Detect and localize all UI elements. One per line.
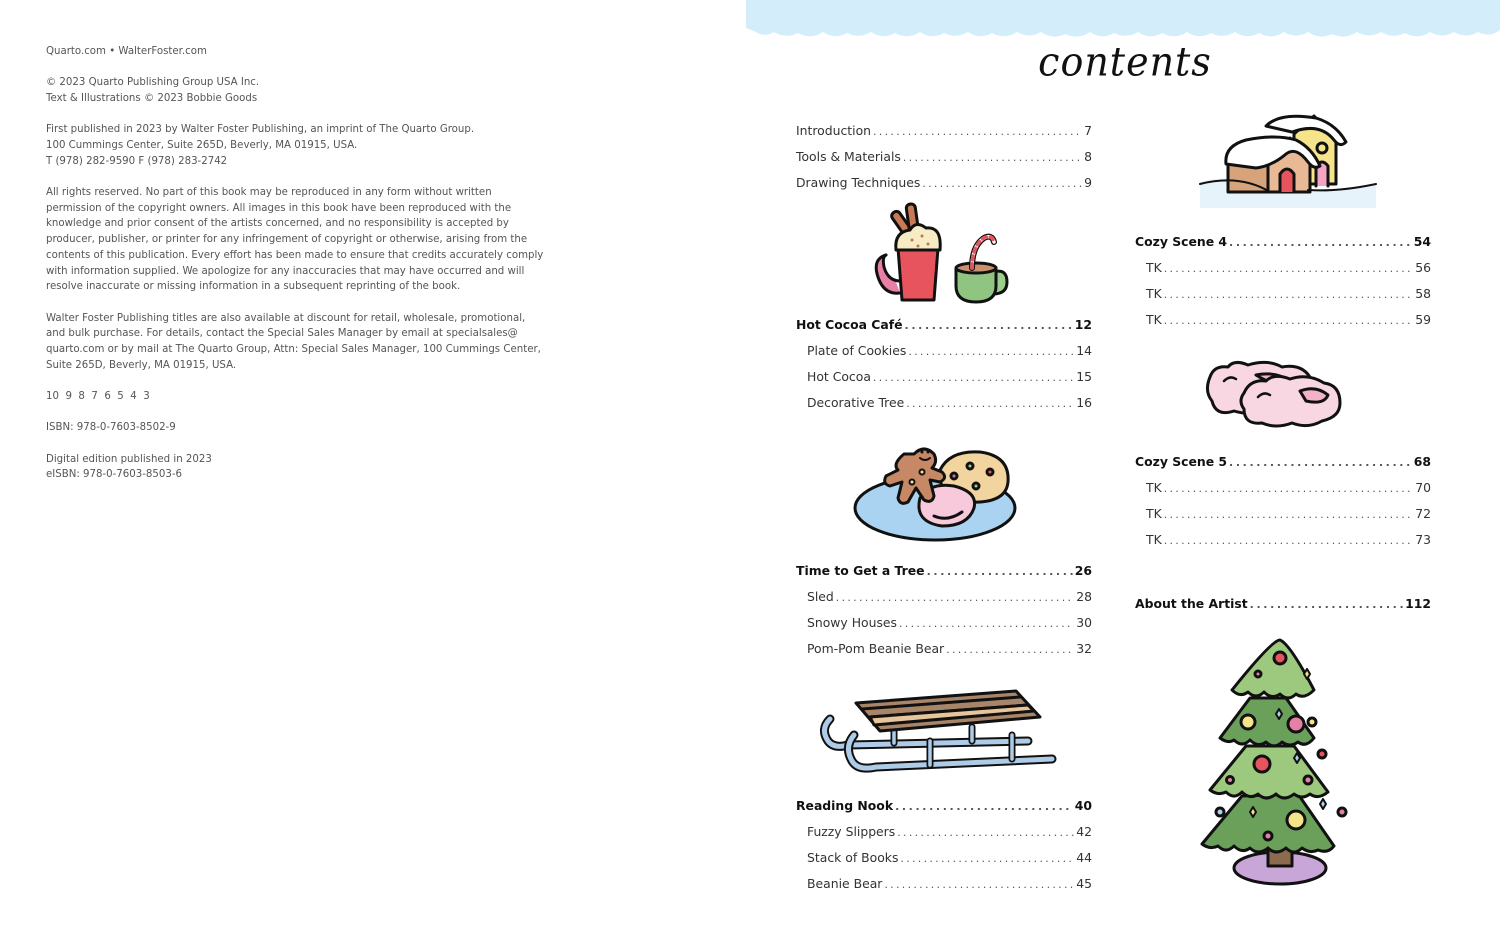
toc-label: Pom-Pom Beanie Bear	[807, 641, 945, 656]
toc-entry-hot-cocoa[interactable]	[796, 369, 1092, 387]
toc-page-number: 40	[1074, 798, 1092, 813]
dot-leader	[905, 319, 1073, 332]
toc-page-number: 68	[1413, 454, 1431, 469]
dot-leader	[903, 151, 1082, 164]
toc-page-number: 56	[1415, 260, 1431, 275]
copyright-block	[46, 75, 566, 106]
dot-leader	[922, 177, 1082, 190]
rights-line: knowledge and prior consent of the artists concerned, and no responsibility is accepted by	[46, 218, 509, 230]
toc-entry-reading-nook[interactable]	[796, 798, 1092, 816]
dot-leader	[1229, 456, 1412, 469]
toc-label: Introduction	[796, 123, 872, 138]
cloud-banner	[746, 0, 1500, 40]
digital-edition-line: Digital edition published in 2023	[46, 453, 212, 465]
toc-label: TK	[1146, 260, 1162, 275]
toc-page-number: 15	[1076, 369, 1092, 384]
toc-label: TK	[1146, 312, 1162, 327]
dot-leader	[884, 878, 1074, 891]
dot-leader	[927, 565, 1073, 578]
address-line: 100 Cummings Center, Suite 265D, Beverly, MA 01915, USA.	[46, 140, 358, 151]
toc-page-number: 16	[1076, 395, 1092, 410]
publisher-block	[46, 122, 566, 169]
wooden-sled-illustration	[812, 685, 1062, 780]
dot-leader	[906, 397, 1074, 410]
toc-label: About the Artist	[1135, 596, 1248, 611]
toc-label: TK	[1146, 480, 1162, 495]
copyright-line: Text & Illustrations © 2023 Bobbie Goods	[46, 93, 258, 104]
toc-entry-time-to-get-a-tree[interactable]	[796, 563, 1092, 581]
dot-leader	[873, 371, 1074, 384]
toc-entry-snowy-houses[interactable]	[796, 615, 1092, 633]
toc-page-number: 9	[1084, 175, 1092, 190]
fuzzy-slippers-illustration	[1200, 357, 1345, 435]
rights-line: permission of the copyright owners. All images in this book have been reproduced with the	[46, 202, 512, 214]
toc-entry-decorative-tree[interactable]	[796, 395, 1092, 413]
sales-line: Walter Foster Publishing titles are also available at discount for retail, wholesale, promotional,	[46, 312, 526, 324]
sales-paragraph	[46, 311, 566, 374]
digital-edition-block	[46, 452, 566, 483]
toc-page-number: 72	[1415, 506, 1431, 521]
toc-label: Beanie Bear	[807, 876, 883, 891]
dot-leader	[1164, 262, 1414, 275]
copyright-page	[46, 44, 566, 499]
toc-entry-tools-materials[interactable]	[796, 149, 1092, 167]
toc-entry-fuzzy-slippers[interactable]	[796, 824, 1092, 842]
toc-label: TK	[1146, 532, 1162, 547]
toc-entry-drawing-techniques[interactable]	[796, 175, 1092, 193]
dot-leader	[836, 591, 1074, 604]
toc-entry-cozy-scene-4[interactable]	[1135, 234, 1431, 252]
toc-page-number: 45	[1076, 876, 1092, 891]
rights-line: resolve inaccurate or missing information in a subsequent reprinting of the book.	[46, 281, 461, 293]
sales-line: quarto.com or by mail at The Quarto Group, Attn: Special Sales Manager, 100 Cummings Center,	[46, 343, 541, 355]
contents-title: contents	[1038, 38, 1212, 86]
toc-entry-tk-70[interactable]	[1135, 480, 1431, 498]
toc-page-number: 30	[1076, 615, 1092, 630]
toc-entry-tk-56[interactable]	[1135, 260, 1431, 278]
isbn-line: ISBN: 978-0-7603-8502-9	[46, 422, 176, 434]
publisher-line: First published in 2023 by Walter Foster Publishing, an imprint of The Quarto Group.	[46, 124, 475, 136]
toc-label: Cozy Scene 5	[1135, 454, 1228, 469]
dot-leader	[1250, 598, 1403, 611]
toc-label: Cozy Scene 4	[1135, 234, 1228, 249]
dot-leader	[1164, 534, 1414, 547]
toc-label: Tools & Materials	[796, 149, 901, 164]
toc-page-number: 58	[1415, 286, 1431, 301]
sales-line: Suite 265D, Beverly, MA 01915, USA.	[46, 359, 237, 371]
hot-cocoa-mugs-illustration	[868, 200, 1018, 308]
toc-label: Plate of Cookies	[807, 343, 907, 358]
rights-line: contents of this publication. Every effort has been made to ensure that credits accurately comply	[46, 249, 544, 261]
toc-label: Drawing Techniques	[796, 175, 921, 190]
toc-page-number: 70	[1415, 480, 1431, 495]
dot-leader	[1229, 236, 1412, 249]
toc-page-number: 73	[1415, 532, 1431, 547]
toc-page-number: 112	[1405, 596, 1431, 611]
rights-line: with information supplied. We apologize for any inaccuracies that may have occurred and will	[46, 265, 525, 277]
toc-label: Stack of Books	[807, 850, 899, 865]
toc-page-number: 32	[1076, 641, 1092, 656]
printing-number-line: 10 9 8 7 6 5 4 3	[46, 390, 150, 402]
toc-entry-sled[interactable]	[796, 589, 1092, 607]
toc-page-number: 28	[1076, 589, 1092, 604]
toc-page-number: 59	[1415, 312, 1431, 327]
dot-leader	[899, 617, 1074, 630]
snowy-houses-illustration	[1198, 108, 1378, 208]
toc-entry-beanie-bear[interactable]	[796, 876, 1092, 894]
toc-entry-about-the-artist[interactable]	[1135, 596, 1431, 614]
toc-label: Snowy Houses	[807, 615, 897, 630]
dot-leader	[900, 852, 1074, 865]
toc-entry-tk-72[interactable]	[1135, 506, 1431, 524]
toc-label: Hot Cocoa	[807, 369, 871, 384]
websites-line: Quarto.com • WalterFoster.com	[46, 46, 207, 57]
dot-leader	[895, 800, 1073, 813]
dot-leader	[897, 826, 1074, 839]
toc-label: Hot Cocoa Café	[796, 317, 903, 332]
copyright-line: © 2023 Quarto Publishing Group USA Inc.	[46, 77, 260, 89]
toc-page-number: 14	[1076, 343, 1092, 358]
decorated-christmas-tree-illustration	[1192, 636, 1372, 891]
toc-label: Time to Get a Tree	[796, 563, 925, 578]
toc-entry-pom-pom-beanie-bear[interactable]	[796, 641, 1092, 659]
dot-leader	[1164, 314, 1414, 327]
rights-line: All rights reserved. No part of this book may be reproduced in any form without written	[46, 187, 492, 198]
rights-paragraph	[46, 185, 566, 295]
toc-entry-plate-of-cookies[interactable]	[796, 343, 1092, 361]
sales-line: and bulk purchase. For details, contact the Special Sales Manager by email at specialsales@	[46, 328, 518, 340]
eisbn-line: eISBN: 978-0-7603-8503-6	[46, 469, 182, 481]
dot-leader	[908, 345, 1074, 358]
cookie-plate-illustration	[850, 440, 1020, 545]
toc-entry-stack-of-books[interactable]	[796, 850, 1092, 868]
dot-leader	[1164, 288, 1414, 301]
toc-page-number: 44	[1076, 850, 1092, 865]
toc-page-number: 8	[1084, 149, 1092, 164]
toc-page-number: 42	[1076, 824, 1092, 839]
toc-entry-hot-cocoa-cafe[interactable]	[796, 317, 1092, 335]
toc-page-number: 54	[1413, 234, 1431, 249]
toc-page-number: 12	[1074, 317, 1092, 332]
dot-leader	[873, 125, 1082, 138]
toc-entry-introduction[interactable]	[796, 123, 1092, 141]
dot-leader	[946, 643, 1074, 656]
toc-page-number: 26	[1074, 563, 1092, 578]
dot-leader	[1164, 508, 1414, 521]
toc-label: Reading Nook	[796, 798, 894, 813]
phone-line: T (978) 282-9590 F (978) 283-2742	[46, 155, 228, 167]
toc-label: TK	[1146, 286, 1162, 301]
toc-entry-tk-58[interactable]	[1135, 286, 1431, 304]
toc-label: TK	[1146, 506, 1162, 521]
toc-entry-cozy-scene-5[interactable]	[1135, 454, 1431, 472]
dot-leader	[1164, 482, 1414, 495]
toc-label: Decorative Tree	[807, 395, 905, 410]
toc-page-number: 7	[1084, 123, 1092, 138]
toc-entry-tk-73[interactable]	[1135, 532, 1431, 550]
toc-entry-tk-59[interactable]	[1135, 312, 1431, 330]
toc-label: Sled	[807, 589, 834, 604]
rights-line: producer, publisher, or printer for any infringement of copyright or otherwise, arising from the	[46, 234, 528, 246]
toc-label: Fuzzy Slippers	[807, 824, 896, 839]
